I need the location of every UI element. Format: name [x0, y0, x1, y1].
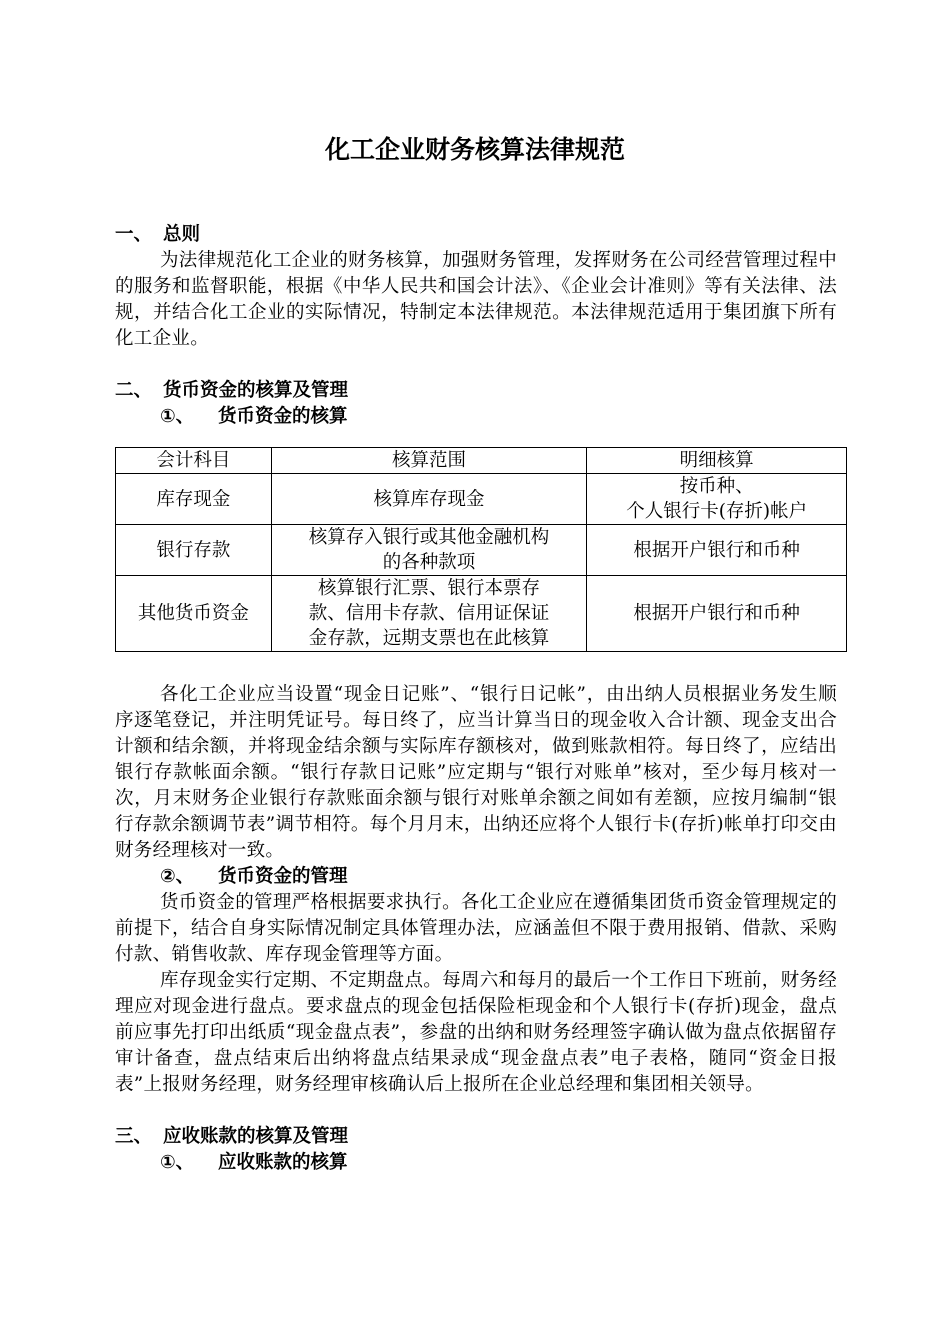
- table-cell-subject: 库存现金: [116, 474, 272, 525]
- subsection-heading-monetary-accounting: [115, 404, 837, 430]
- spacer: [115, 352, 837, 378]
- section-heading-receivables: [115, 1124, 837, 1150]
- table-header-cell: 明细核算: [587, 448, 847, 474]
- document-title: 化工企业财务核算法律规范: [324, 135, 625, 164]
- spacer: [115, 1098, 837, 1124]
- subsection-number: ①、: [160, 1152, 195, 1173]
- section-number: 一、: [115, 224, 153, 245]
- subsection-heading-monetary-management: [115, 864, 837, 890]
- table-cell-scope: [271, 576, 587, 652]
- table-cell-subject: 其他货币资金: [116, 576, 272, 652]
- section-title: 总则: [163, 224, 201, 245]
- cell-line: 核算银行汇票、银行本票存: [318, 578, 541, 599]
- paragraph-general: 为法律规范化工企业的财务核算，加强财务管理，发挥财务在公司经营管理过程中的服务和监督职能，根据《中华人民共和国会计法》、《企业会计准则》等有关法律、法规，并结合化工企业的实际情况，特制定本法律规范。本法律规范适用于集团旗下所有化工企业。: [115, 250, 837, 349]
- table-row: [116, 474, 847, 525]
- cell-line: 按币种、: [679, 476, 754, 497]
- cell-line: 金存款，远期支票也在此核算: [308, 628, 550, 649]
- table-cell-scope: 核算库存现金: [271, 474, 587, 525]
- table-cell-detail: [587, 474, 847, 525]
- subsection-number: ①、: [160, 406, 195, 427]
- table-header-cell: 核算范围: [271, 448, 587, 474]
- section-number: 二、: [115, 380, 153, 401]
- section-title: 货币资金的核算及管理: [163, 380, 349, 401]
- cell-line: 个人银行卡(存折)帐户: [626, 501, 808, 522]
- section-number: 三、: [115, 1126, 153, 1147]
- monetary-accounts-table: [115, 447, 847, 652]
- document-body: [115, 222, 837, 1176]
- table-header-cell: 会计科目: [116, 448, 272, 474]
- subsection-title: 货币资金的核算: [218, 406, 348, 427]
- section-heading-monetary: [115, 378, 837, 404]
- paragraph-cash-count: 库存现金实行定期、不定期盘点。每周六和每月的最后一个工作日下班前，财务经理应对现金进行盘点。要求盘点的现金包括保险柜现金和个人银行卡(存折)现金，盘点前应事先打印出纸质“现金盘点表”，参盘的出纳和财务经理签字确认做为盘点依据留存审计备查，盘点结束后出纳将盘点结果录成“现金盘点表”电子表格，随同“资金日报表”上报财务经理，财务经理审核确认后上报所在企业总经理和集团相关领导。: [115, 970, 837, 1095]
- subsection-title: 应收账款的核算: [218, 1152, 348, 1173]
- table-cell-subject: 银行存款: [116, 525, 272, 576]
- section-heading-general: [115, 222, 837, 248]
- subsection-number: ②、: [160, 866, 195, 887]
- cell-line: 的各种款项: [382, 552, 476, 573]
- cell-line: 核算存入银行或其他金融机构: [308, 527, 550, 548]
- table-row: [116, 576, 847, 652]
- subsection-title: 货币资金的管理: [218, 866, 348, 887]
- table-cell-detail: 根据开户银行和币种: [587, 576, 847, 652]
- table-row: [116, 525, 847, 576]
- paragraph-journal: 各化工企业应当设置“现金日记账”、“银行日记帐”，由出纳人员根据业务发生顺序逐笔登记，并注明凭证号。每日终了，应当计算当日的现金收入合计额、现金支出合计额和结余额，并将现金结余额与实际库存额核对，做到账款相符。每日终了，应结出银行存款帐面余额。“银行存款日记账”应定期与“银行对账单”核对，至少每月核对一次，月末财务企业银行存款账面余额与银行对账单余额之间如有差额，应按月编制“银行存款余额调节表”调节相符。每个月月末，出纳还应将个人银行卡(存折)帐单打印交由财务经理核对一致。: [115, 684, 837, 861]
- table-header-row: [116, 448, 847, 474]
- cell-line: 款、信用卡存款、信用证保证: [308, 603, 550, 624]
- paragraph-management: 货币资金的管理严格根据要求执行。各化工企业应在遵循集团货币资金管理规定的前提下，结合自身实际情况制定具体管理办法，应涵盖但不限于费用报销、借款、采购付款、销售收款、库存现金管理等方面。: [115, 892, 837, 965]
- section-title: 应收账款的核算及管理: [163, 1126, 349, 1147]
- table-cell-detail: 根据开户银行和币种: [587, 525, 847, 576]
- table-cell-scope: [271, 525, 587, 576]
- subsection-heading-receivables-accounting: [115, 1150, 837, 1176]
